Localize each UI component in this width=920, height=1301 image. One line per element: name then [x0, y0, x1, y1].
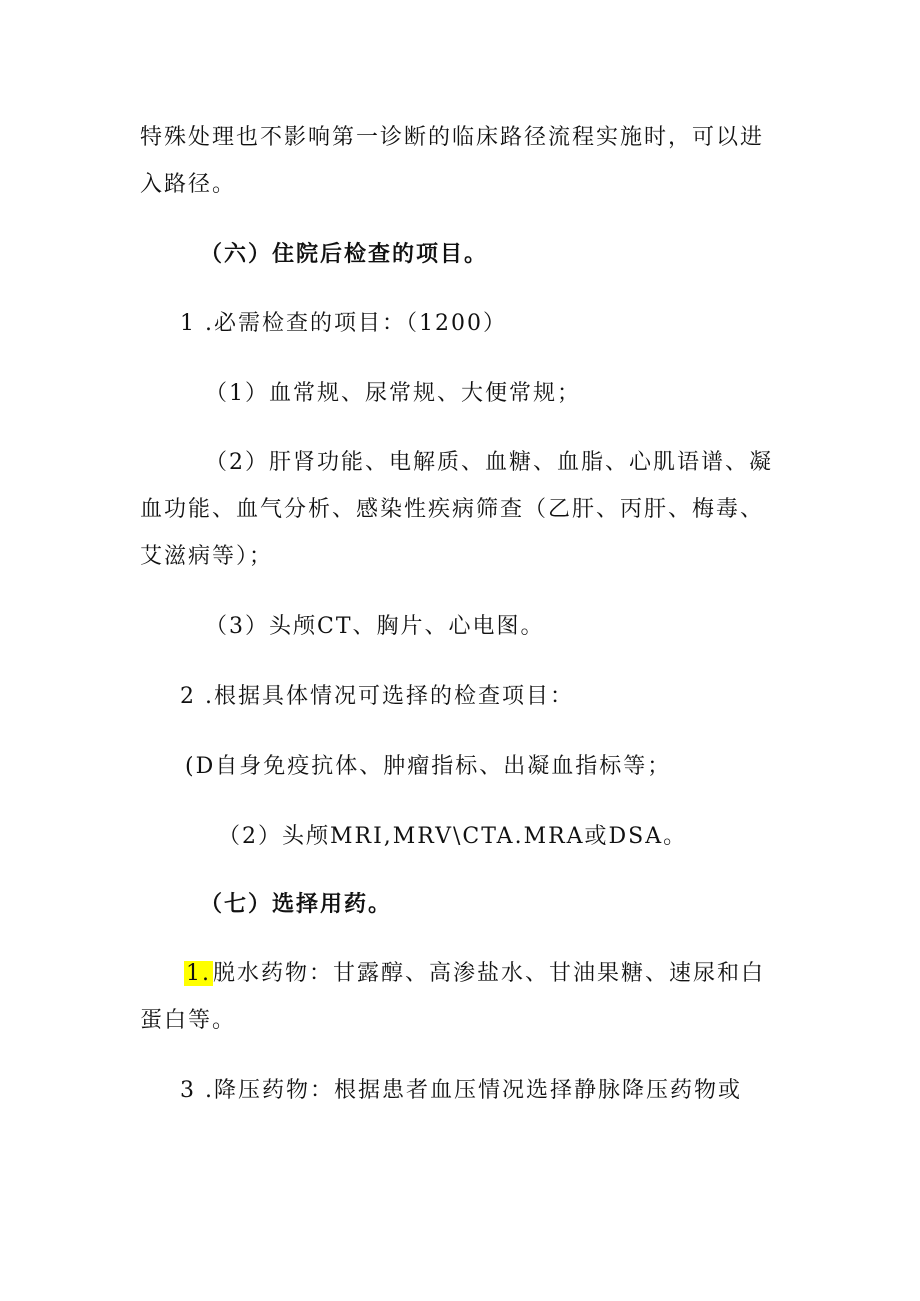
- list-item-continuation: 蛋白等。: [140, 1008, 237, 1033]
- sub-list-item: （2）肝肾功能、电解质、血糖、血脂、心肌语谱、凝: [205, 450, 773, 475]
- list-item: [184, 959, 765, 989]
- list-item-text: 脱水药物：甘露醇、高渗盐水、甘油果糖、速尿和白: [213, 961, 766, 986]
- sub-list-item: （1）血常规、尿常规、大便常规；: [205, 381, 581, 406]
- highlighted-number: 1.: [186, 961, 211, 986]
- sub-list-item: （3）头颅CT、胸片、心电图。: [205, 614, 545, 639]
- list-item: 2 .根据具体情况可选择的检查项目：: [180, 684, 574, 709]
- paragraph-line: 特殊处理也不影响第一诊断的临床路径流程实施时，可以进: [140, 125, 765, 150]
- section-heading: （七）选择用药。: [200, 891, 393, 917]
- sub-list-item: (D自身免疫抗体、肿瘤指标、出凝血指标等；: [185, 754, 672, 779]
- sub-list-item-continuation: 艾滋病等）；: [140, 544, 274, 569]
- sub-list-item-continuation: 血功能、血气分析、感染性疾病筛查（乙肝、丙肝、梅毒、: [140, 497, 765, 522]
- paragraph-line: 入路径。: [140, 172, 237, 197]
- list-item: 3 .降压药物：根据患者血压情况选择静脉降压药物或: [180, 1078, 742, 1103]
- sub-list-item: （2）头颅MRI,MRV\CTA.MRA或DSA。: [218, 824, 688, 849]
- list-item: 1 .必需检查的项目：（1200）: [180, 311, 507, 336]
- section-heading: （六）住院后检查的项目。: [200, 241, 489, 267]
